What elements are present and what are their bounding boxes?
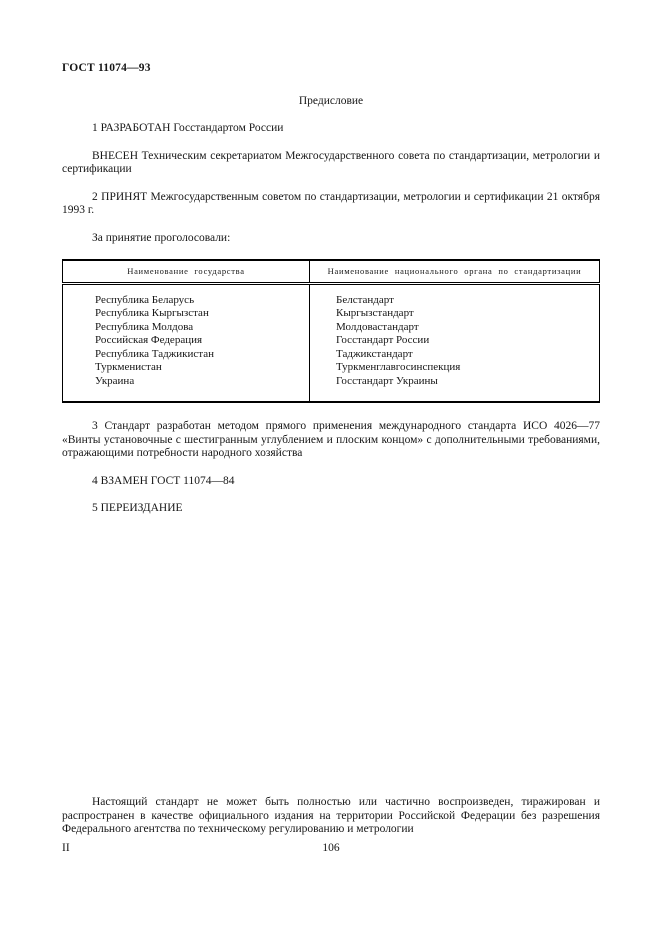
doc-code: ГОСТ 11074—93: [62, 62, 151, 74]
table-cell-state: Украина: [95, 374, 135, 387]
table-cell-body: Кыргызстандарт: [310, 307, 600, 321]
paragraph-voted-intro: За принятие проголосовали:: [92, 231, 231, 244]
table-row: [63, 307, 600, 321]
copyright-note: Настоящий стандарт не может быть полностью или частично воспроизведен, тиражирован и распространен в качестве официального издания на территории Российской Федерации без разрешения Федерального агентства по техническому регулированию и метрологии: [62, 796, 600, 836]
table-row: [63, 283, 600, 307]
table-header-row: [63, 260, 600, 284]
paragraph-reissue: 5 ПЕРЕИЗДАНИЕ: [92, 502, 183, 515]
table-cell-state: Российская Федерация: [95, 334, 203, 347]
section-title: Предисловие: [298, 95, 364, 107]
table-cell-state: Республика Молдова: [95, 320, 194, 333]
table-row: [63, 375, 600, 403]
table-cell-body: Госстандарт России: [310, 334, 600, 348]
table-cell-body: Туркменглавгосинспекция: [310, 361, 600, 375]
table-cell-body: Молдовастандарт: [310, 321, 600, 335]
page-roman-numeral: II: [62, 842, 70, 854]
paragraph-developed: 1 РАЗРАБОТАН Госстандартом России: [92, 122, 284, 134]
paragraph-adopted: 2 ПРИНЯТ Межгосударственным советом по стандартизации, метрологии и сертификации 21 октября 1993 г.: [62, 190, 600, 217]
voting-table: [62, 259, 600, 404]
table-row: [63, 321, 600, 335]
voting-table-body: [63, 283, 600, 402]
table-cell-body: Белстандарт: [310, 283, 600, 307]
table-row: [63, 334, 600, 348]
paragraph-method: 3 Стандарт разработан методом прямого применения международного стандарта ИСО 4026—77 «Винты установочные с шестигранным углублением и плоским концом» с дополнительными требованиями, отражающими потребности народного хозяйства: [62, 420, 600, 460]
table-cell-state: Республика Таджикистан: [95, 347, 214, 360]
table-row: [63, 361, 600, 375]
paragraph-submitted: ВНЕСЕН Техническим секретариатом Межгосударственного совета по стандартизации, метрологии и сертификации: [62, 149, 600, 176]
table-header-state: Наименование государства: [63, 260, 310, 284]
table-row: [63, 348, 600, 362]
footer-note: [62, 796, 600, 837]
page-number: 106: [322, 842, 340, 854]
table-cell-state: Республика Беларусь: [95, 293, 195, 306]
table-cell-state: Туркменистан: [95, 361, 162, 374]
table-cell-body: Госстандарт Украины: [310, 375, 600, 403]
paragraph-replaces: 4 ВЗАМЕН ГОСТ 11074—84: [92, 474, 235, 487]
page-content: [62, 62, 600, 516]
table-cell-state: Республика Кыргызстан: [95, 307, 209, 320]
table-header-body: Наименование национального органа по стандартизации: [310, 260, 600, 284]
table-cell-body: Таджикстандарт: [310, 348, 600, 362]
